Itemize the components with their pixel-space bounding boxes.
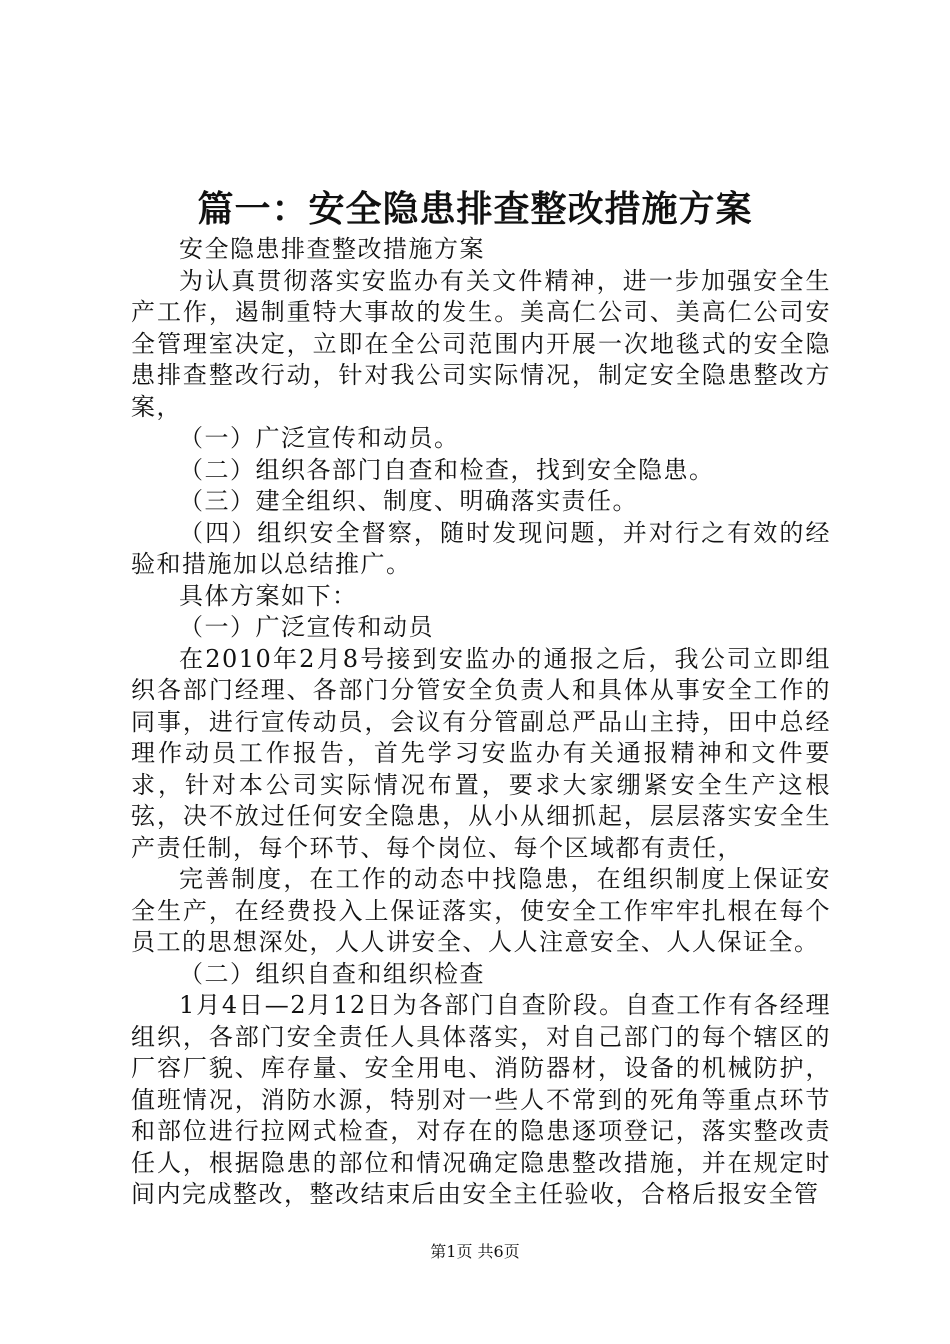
paragraph-item-4: （四）组织安全督察，随时发现问题，并对行之有效的经验和措施加以总结推广。 (131, 518, 831, 578)
paragraph-section-1-continued: 完善制度，在工作的动态中找隐患，在组织制度上保证安全生产，在经费投入上保证落实，使安全工作牢牢扎根在每个员工的思想深处，人人讲安全、人人注意安全、人人保证全。 (131, 865, 831, 956)
document-title: 篇一：安全隐患排查整改措施方案 (197, 188, 753, 230)
paragraph-subtitle: 安全隐患排查整改措施方案 (179, 235, 485, 263)
section-heading-2: （二）组织自查和组织检查 (179, 959, 485, 988)
paragraph-section-1-body: 在2010年2月8号接到安监办的通报之后，我公司立即组织各部门经理、各部门分管安全负责人和具体从事安全工作的同事，进行宣传动员，会议有分管副总严品山主持，田中总经理作动员工作报告，首先学习安监办有关通报精神和文件要求，针对本公司实际情况布置，要求大家绷紧安全生产这根弦，决不放过任何安全隐患，从小从细抓起，层层落实安全生产责任制，每个环节、每个岗位、每个区域都有责任， (131, 644, 831, 862)
paragraph-item-1: （一）广泛宣传和动员。 (179, 424, 460, 452)
paragraph-item-3: （三）建全组织、制度、明确落实责任。 (179, 487, 638, 515)
page-footer: 第1页 共6页 (430, 1242, 520, 1261)
paragraph-section-2-body: 1月4日—2月12日为各部门自查阶段。自查工作有各经理组织，各部门安全责任人具体落实，对自己部门的每个辖区的厂容厂貌、库存量、安全用电、消防器材，设备的机械防护，值班情况，消防水源，特别对一些人不常到的死角等重点环节和部位进行拉网式检查，对存在的隐患逐项登记，落实整改责任人，根据隐患的部位和情况确定隐患整改措施，并在规定时间内完成整改，整改结束后由安全主任验收，合格后报安全管 (131, 991, 831, 1208)
paragraph-intro: 为认真贯彻落实安监办有关文件精神，进一步加强安全生产工作，遏制重特大事故的发生。美高仁公司、美高仁公司安全管理室决定，立即在全公司范围内开展一次地毯式的安全隐患排查整改行动，针对我公司实际情况，制定安全隐患整改方案， (131, 266, 831, 421)
document-body (131, 234, 831, 1211)
paragraph-item-2: （二）组织各部门自查和检查，找到安全隐患。 (179, 455, 715, 484)
section-heading-1: （一）广泛宣传和动员 (179, 613, 434, 641)
paragraph-plan-heading: 具体方案如下： (179, 581, 358, 610)
